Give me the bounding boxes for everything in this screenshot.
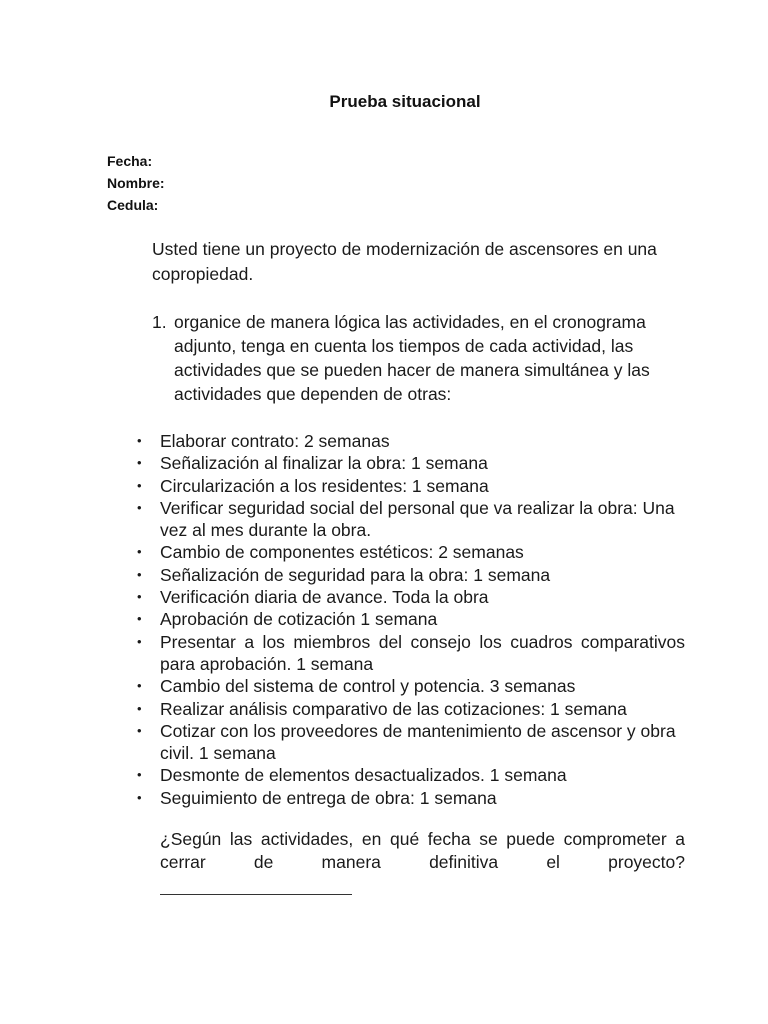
activity-item	[134, 698, 685, 720]
question-text: ¿Según las actividades, en qué fecha se puede comprometer a cerrar de manera definitiva el proyecto?	[160, 829, 685, 872]
activity-text: Señalización al finalizar la obra: 1 semana	[160, 453, 488, 474]
activity-item	[134, 475, 685, 497]
activity-text: Seguimiento de entrega de obra: 1 semana	[160, 787, 497, 808]
bullet-icon: •	[137, 700, 142, 716]
answer-blank-line[interactable]	[160, 876, 352, 895]
activity-text: Realizar análisis comparativo de las cotizaciones: 1 semana	[160, 698, 627, 719]
bullet-icon: •	[137, 633, 142, 649]
instruction-item	[152, 310, 712, 406]
activity-item	[134, 564, 685, 586]
activity-item	[134, 497, 685, 542]
activity-item	[134, 787, 685, 809]
bullet-icon: •	[137, 611, 142, 627]
bullet-icon: •	[137, 589, 142, 605]
nombre-label: Nombre:	[107, 175, 165, 191]
question-block	[160, 828, 685, 895]
activity-text: Señalización de seguridad para la obra: 1 semana	[160, 564, 551, 585]
activity-text: Circularización a los residentes: 1 semana	[160, 475, 489, 496]
intro-paragraph: Usted tiene un proyecto de modernización de ascensores en una copropiedad.	[152, 239, 657, 284]
activity-item	[134, 764, 685, 786]
activity-item	[134, 430, 685, 452]
activity-text: Presentar a los miembros del consejo los cuadros comparativos para aprobación. 1 semana	[160, 631, 685, 674]
fecha-label: Fecha:	[107, 153, 153, 169]
activity-text: Verificar seguridad social del personal que va realizar la obra: Una vez al mes durante la obra.	[160, 497, 675, 541]
instruction-number: 1.	[152, 312, 167, 332]
activity-text: Aprobación de cotización 1 semana	[160, 609, 438, 630]
bullet-icon: •	[137, 499, 142, 515]
bullet-icon: •	[137, 477, 142, 493]
personal-info-fields	[107, 150, 165, 216]
bullet-icon: •	[137, 722, 142, 738]
activity-list	[134, 430, 694, 809]
instruction-text: organice de manera lógica las actividades, en el cronograma adjunto, tenga en cuenta los tiempos de cada actividad, las actividades que se pueden hacer de manera simultánea y las actividades que dependen de otras:	[174, 312, 650, 404]
activity-item	[134, 586, 685, 608]
activity-item	[134, 608, 685, 630]
activity-text: Cotizar con los proveedores de mantenimiento de ascensor y obra civil. 1 semana	[160, 720, 676, 764]
activity-item	[134, 675, 685, 697]
bullet-icon: •	[137, 433, 142, 448]
activity-text: Elaborar contrato: 2 semanas	[160, 431, 390, 451]
bullet-icon: •	[137, 767, 142, 783]
document-title: Prueba situacional	[329, 92, 481, 111]
activity-item	[134, 541, 685, 563]
activity-item	[134, 631, 685, 676]
activity-item	[134, 452, 685, 474]
bullet-icon: •	[137, 544, 142, 560]
bullet-icon: •	[137, 789, 142, 805]
activity-text: Cambio de componentes estéticos: 2 semanas	[160, 542, 524, 563]
activity-text: Desmonte de elementos desactualizados. 1 semana	[160, 765, 567, 786]
activity-item	[134, 720, 685, 765]
cedula-label: Cedula:	[107, 197, 159, 213]
bullet-icon: •	[137, 678, 142, 694]
activity-text: Verificación diaria de avance. Toda la obra	[160, 587, 489, 608]
bullet-icon: •	[137, 455, 142, 471]
activity-text: Cambio del sistema de control y potencia. 3 semanas	[160, 676, 576, 697]
bullet-icon: •	[137, 566, 142, 582]
